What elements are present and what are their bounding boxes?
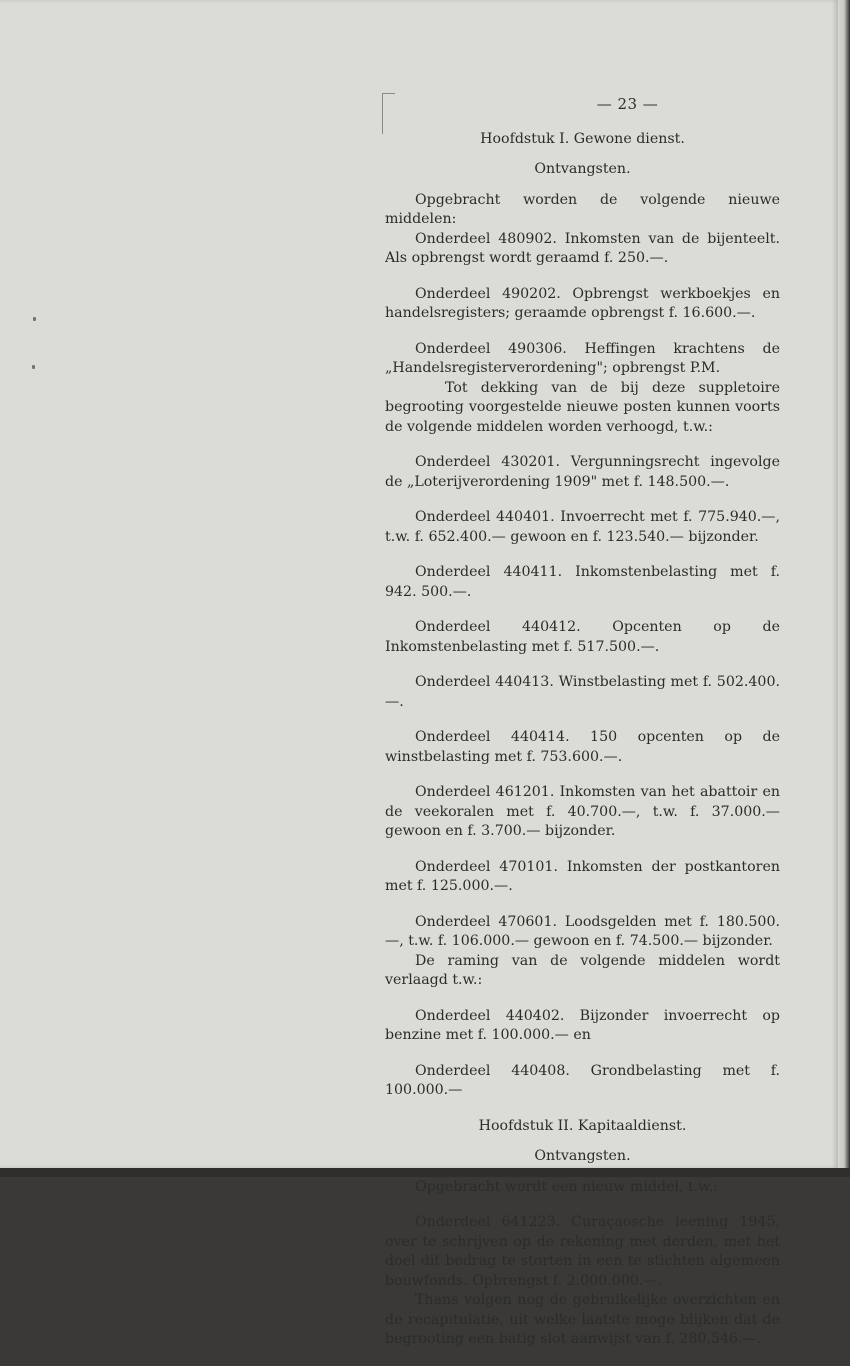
margin-speck — [33, 317, 36, 321]
paragraph: Tot dekking van de bij deze suppletoire begrooting voorgestelde nieuwe posten kunnen voorts de volgende middelen worden verhoogd, t.w.: — [385, 379, 780, 438]
page-edge-shadow — [838, 0, 850, 1177]
chapter-1-title: Hoofdstuk I. Gewone dienst. — [385, 130, 780, 150]
paragraph: Onderdeel 470101. Inkomsten der postkantoren met f. 125.000.—. — [385, 858, 780, 897]
paragraph: Onderdeel 470601. Loodsgelden met f. 180.500.—, t.w. f. 106.000.— gewoon en f. 74.500.— bijzonder. — [385, 913, 780, 952]
paragraph: Onderdeel 430201. Vergunningsrecht ingevolge de „Loterijverordening 1909" met f. 148.500.—. — [385, 453, 780, 492]
chapter-2-subtitle: Ontvangsten. — [385, 1147, 780, 1167]
paragraph: Onderdeel 461201. Inkomsten van het abattoir en de veekoralen met f. 40.700.—, t.w. f. 37.000.— gewoon en f. 3.700.— bijzonder. — [385, 783, 780, 842]
paragraph: Onderdeel 440412. Opcenten op de Inkomstenbelasting met f. 517.500.—. — [385, 618, 780, 657]
chapter-1-subtitle: Ontvangsten. — [385, 160, 780, 180]
paragraph: Onderdeel 440414. 150 opcenten op de winstbelasting met f. 753.600.—. — [385, 728, 780, 767]
margin-speck — [32, 365, 35, 369]
paragraph: Opgebracht worden de volgende nieuwe middelen: — [385, 191, 780, 230]
chapter-2-body — [385, 1178, 780, 1350]
paragraph: Onderdeel 440413. Winstbelasting met f. 502.400.—. — [385, 673, 780, 712]
paragraph: Thans volgen nog de gebruikelijke overzichten en de recapitulatie, uit welke laatste moge blijken dat de begrooting een batig slot aanwijst van f. 280.546.—. — [385, 1291, 780, 1350]
paragraph: Onderdeel 490202. Opbrengst werkboekjes en handelsregisters; geraamde opbrengst f. 16.600.—. — [385, 285, 780, 324]
paragraph: Onderdeel 480902. Inkomsten van de bijenteelt. Als opbrengst wordt geraamd f. 250.—. — [385, 230, 780, 269]
paragraph: Onderdeel 440401. Invoerrecht met f. 775.940.—, t.w. f. 652.400.— gewoon en f. 123.540.— bijzonder. — [385, 508, 780, 547]
paragraph: Onderdeel 641223. Curaçaosche leening 1945, over te schrijven op de rekening met derden, met het doel dit bedrag te storten in een te stichten algemeen bouwfonds. Opbrengst f. 2.000.000.—. — [385, 1213, 780, 1291]
paragraph: Opgebracht wordt een nieuw middel, t.w.: — [385, 1178, 780, 1198]
paragraph: Onderdeel 440408. Grondbelasting met f. 100.000.— — [385, 1062, 780, 1101]
chapter-2-title: Hoofdstuk II. Kapitaaldienst. — [385, 1117, 780, 1137]
text-column — [385, 95, 780, 1366]
paragraph: Onderdeel 440402. Bijzonder invoerrecht op benzine met f. 100.000.— en — [385, 1007, 780, 1046]
paragraph: Onderdeel 440411. Inkomstenbelasting met f. 942. 500.—. — [385, 563, 780, 602]
chapter-1-body — [385, 191, 780, 1101]
paragraph: De raming van de volgende middelen wordt verlaagd t.w.: — [385, 952, 780, 991]
page-number: — 23 — — [475, 95, 780, 115]
paragraph: Onderdeel 490306. Heffingen krachtens de „Handelsregisterverordening"; opbrengst P.M. — [385, 340, 780, 379]
